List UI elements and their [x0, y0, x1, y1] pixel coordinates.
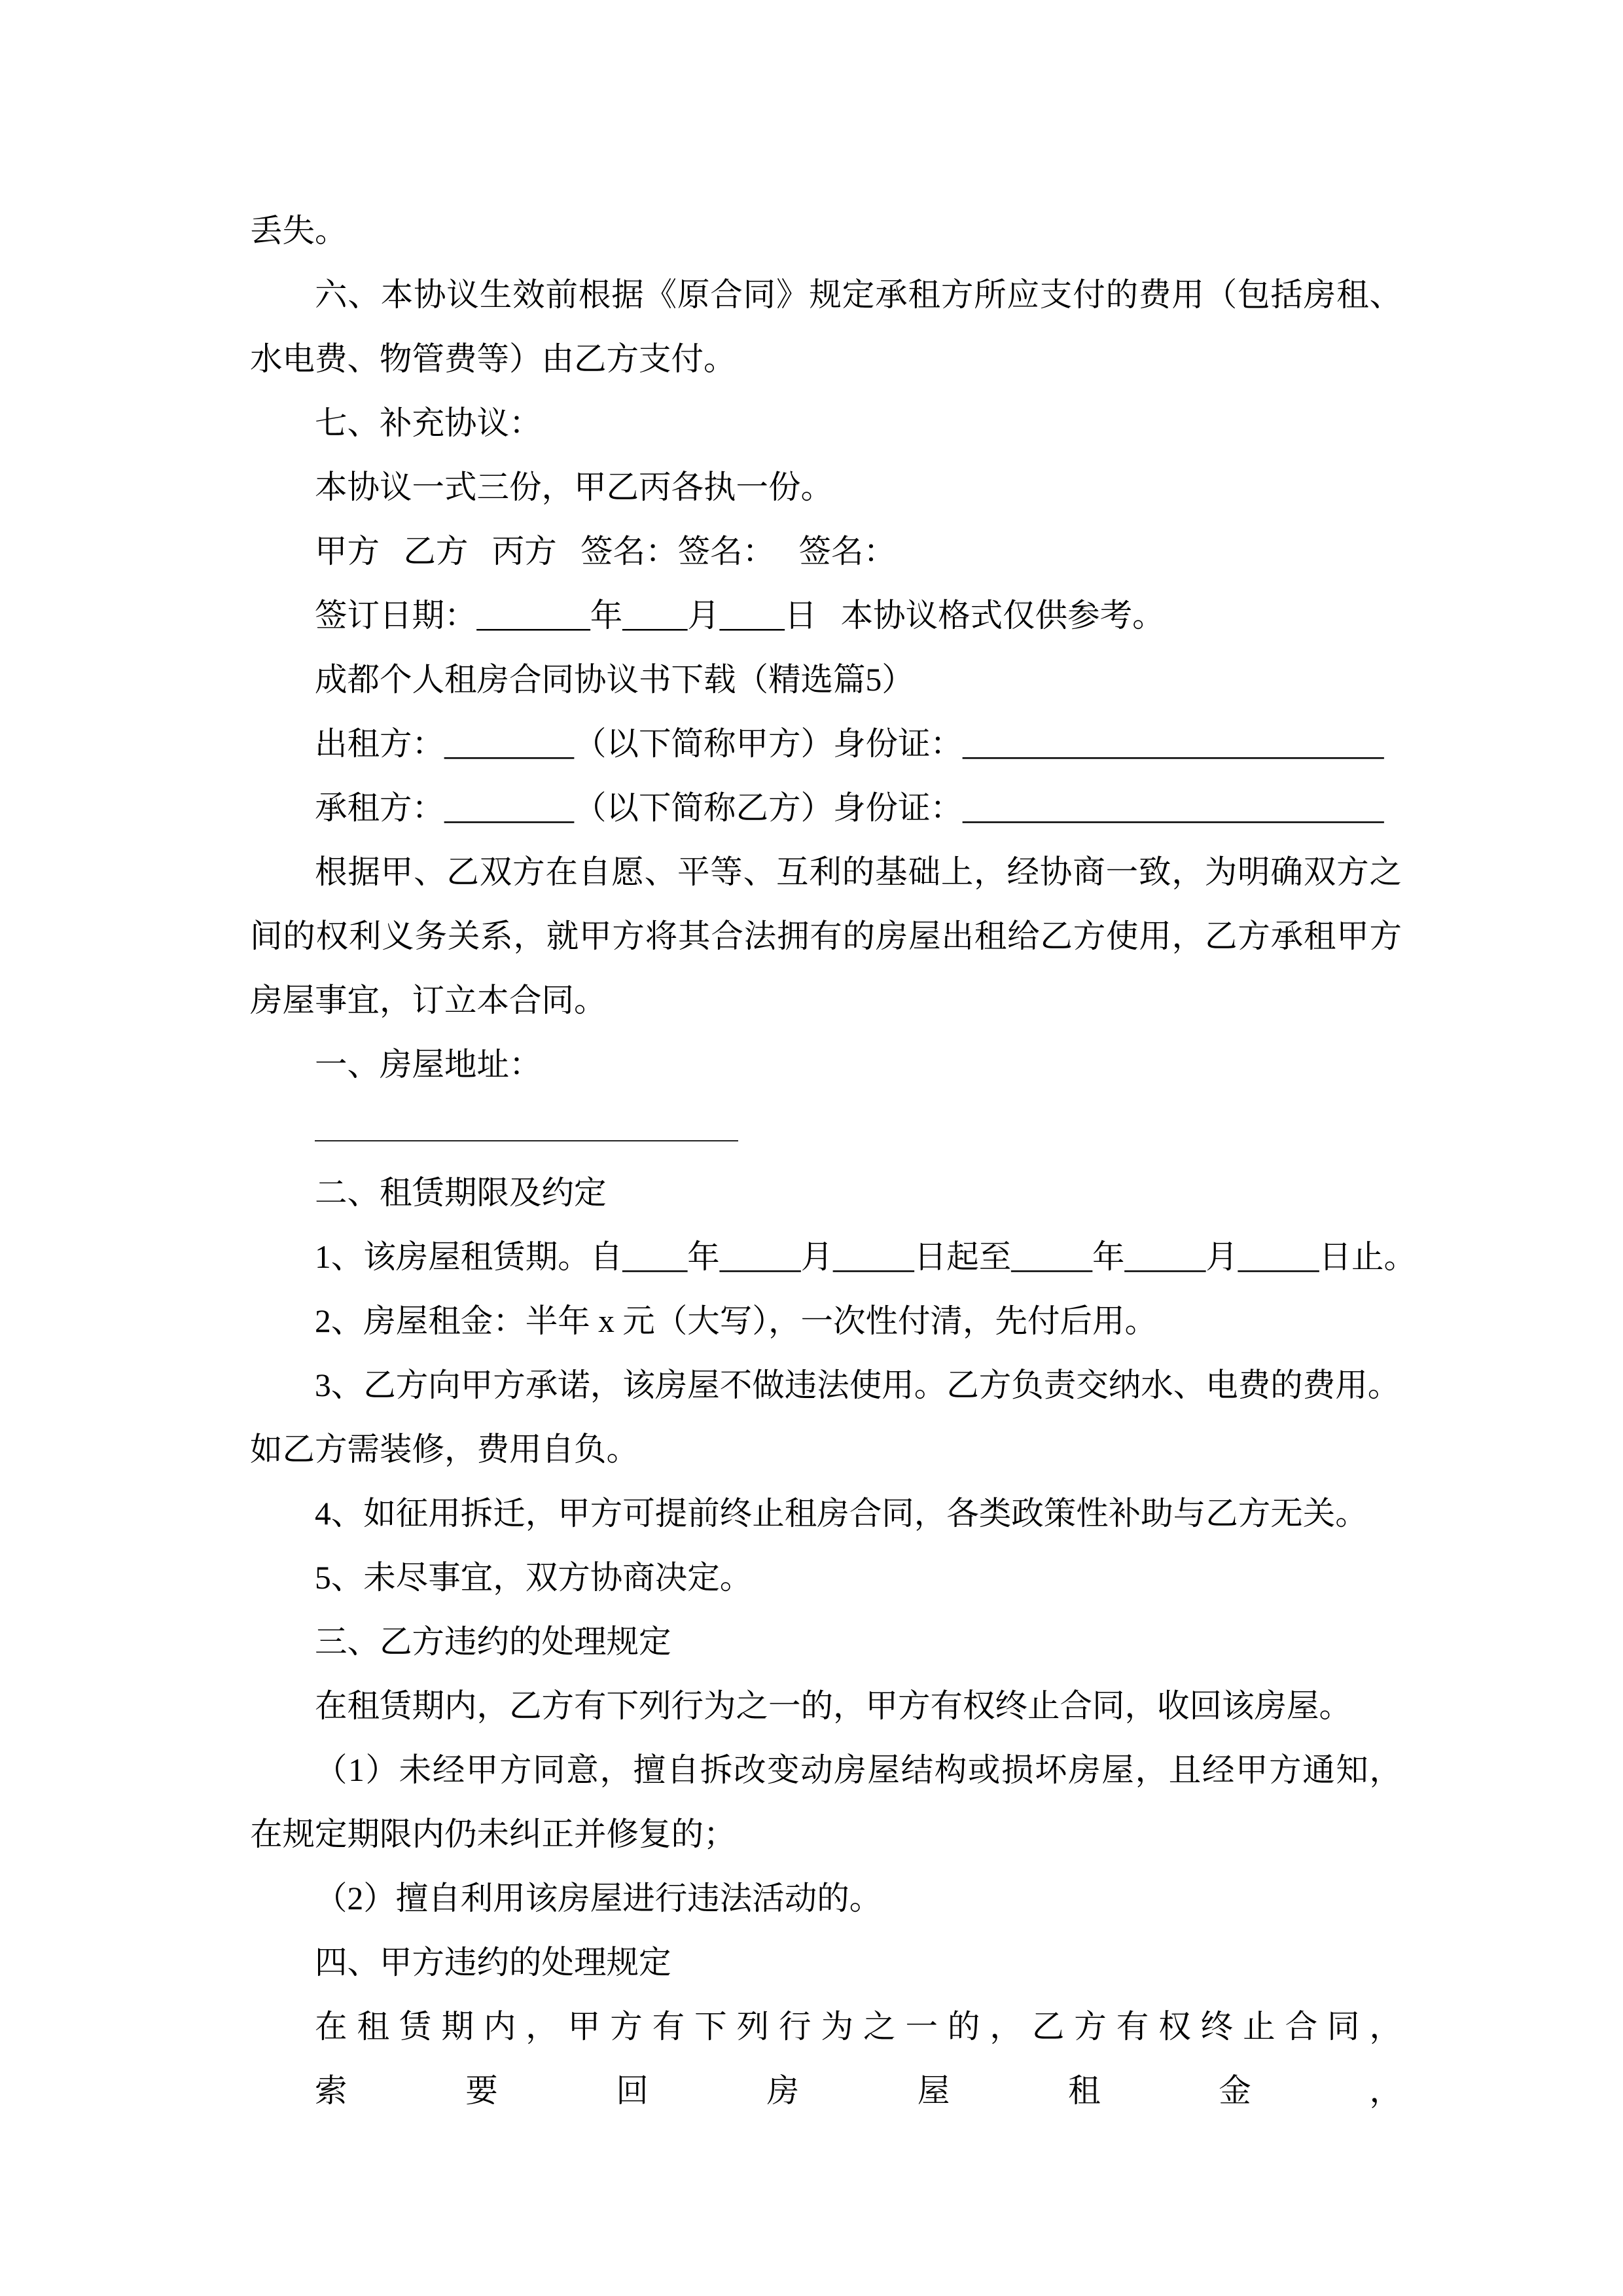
condition-2: （2）擅自利用该房屋进行违法活动的。: [315, 1880, 882, 1916]
section-4-intro-line-1: 在租赁期内，甲方有下列行为之一的，乙方有权终止合同，索要回房屋租金，: [315, 2009, 1402, 2109]
address-blank-line: [315, 1140, 738, 1141]
usage-item-line-2: 如乙方需装修，费用自负。: [250, 1431, 639, 1467]
section-1: [250, 1033, 1402, 1161]
section-1-heading: 一、房屋地址：: [315, 1047, 542, 1083]
document-body: [250, 199, 1416, 2109]
preamble-line-1: 根据甲、乙双方在自愿、平等、互利的基础上，经协商一致，为明确双方之: [315, 854, 1402, 890]
section-4-heading: 四、甲方违约的处理规定: [315, 1945, 671, 1981]
continuation-line: 丢失。: [250, 213, 348, 249]
misc-item: 5、未尽事宜，双方协商决定。: [315, 1560, 753, 1596]
section-3-heading: 三、乙方违约的处理规定: [315, 1624, 671, 1660]
clause-6-line-2: 水电费、物管费等）由乙方支付。: [250, 341, 736, 377]
condition-1-line-1: （1）未经甲方同意，擅自拆改变动房屋结构或损坏房屋，且经甲方通知，: [315, 1752, 1402, 1788]
section-4: [250, 1931, 1402, 2109]
rent-item: 2、房屋租金：半年 x 元（大写），一次性付清，先付后用。: [315, 1303, 1157, 1339]
clause-7-heading: 七、补充协议：: [315, 405, 542, 441]
section-3-intro: 在租赁期内，乙方有下列行为之一的，甲方有权终止合同，收回该房屋。: [315, 1688, 1351, 1724]
signature-line: 甲方 乙方 丙方 签名：签名： 签名：: [315, 533, 896, 569]
signing-date-line: 签订日期：_______年____月____日 本协议格式仅供参考。: [315, 598, 1165, 634]
preamble-line-2: 间的权利义务关系，就甲方将其合法拥有的房屋出租给乙方使用，乙方承租甲方: [250, 918, 1402, 954]
condition-1-line-2: 在规定期限内仍未纠正并修复的；: [250, 1816, 736, 1852]
section-2-heading: 二、租赁期限及约定: [315, 1175, 607, 1211]
lessee-line: 承租方：________（以下简称乙方）身份证：__________________________: [315, 790, 1384, 826]
contract-5: [250, 648, 1416, 2109]
copies-note: 本协议一式三份，甲乙丙各执一份。: [315, 469, 833, 505]
section-2: [250, 1161, 1416, 1610]
demolition-item: 4、如征用拆迁，甲方可提前终止租房合同，各类政策性补助与乙方无关。: [315, 1496, 1368, 1532]
clause-6-line-1: 六、本协议生效前根据《原合同》规定承租方所应支付的费用（包括房租、: [315, 277, 1402, 313]
contract-title: 成都个人租房合同协议书下载（精选篇5）: [315, 662, 914, 698]
address-blank-slot: [250, 1097, 1402, 1161]
preamble-line-3: 房屋事宜，订立本合同。: [250, 982, 607, 1018]
section-3: [250, 1610, 1402, 1931]
usage-item-line-1: 3、乙方向甲方承诺，该房屋不做违法使用。乙方负责交纳水、电费的费用。: [315, 1367, 1400, 1403]
lessor-line: 出租方：________（以下简称甲方）身份证：__________________________: [315, 726, 1384, 762]
lease-term-item: 1、该房屋租赁期。自____年_____月_____日起至_____年_____月_____日止。: [315, 1239, 1416, 1275]
preamble-paragraph: [250, 840, 1402, 1033]
previous-agreement-tail: [250, 199, 1402, 648]
